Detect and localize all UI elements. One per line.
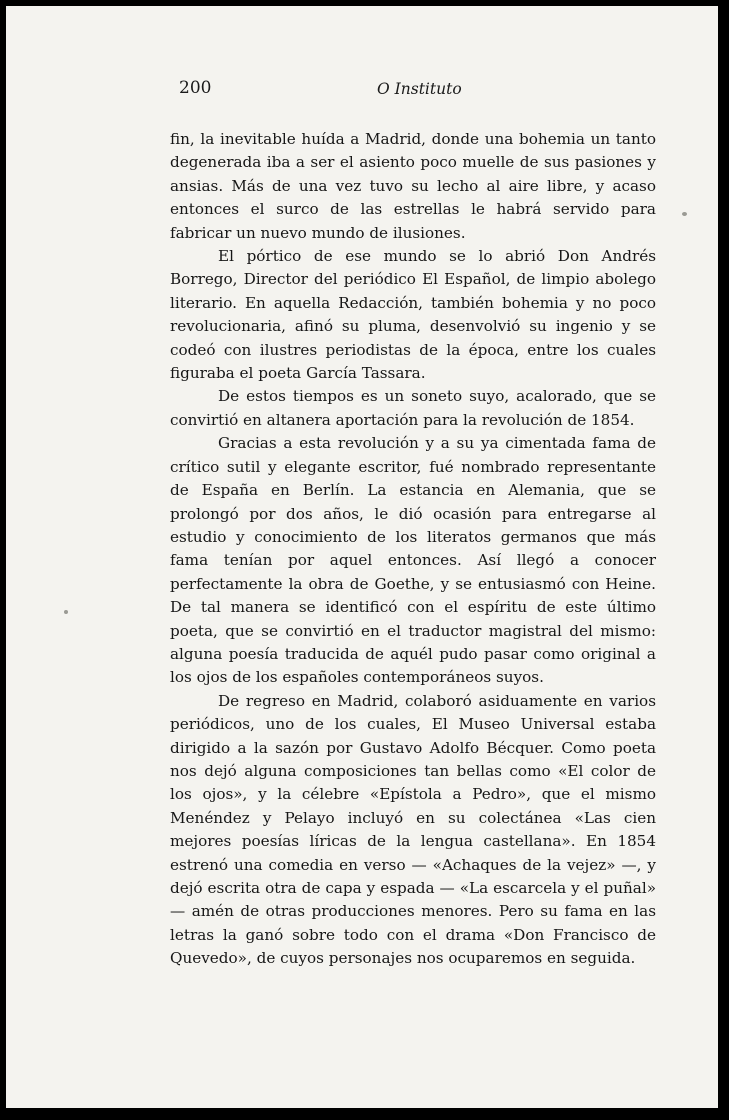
book-page	[6, 6, 718, 1108]
paper-speck	[682, 212, 687, 216]
paragraph-4: Gracias a esta revolución y a su ya cimentada fama de crítico sutil y elegante escritor, fué nombrado representante de España en Berlín. La estancia en Alemania, que se prolongó por dos años, le dió ocasión para entregarse al estudio y conocimiento de los literatos germanos que más fama tenían por aquel entonces. Así llegó a conocer perfectamente la obra de Goethe, y se entusiasmó con Heine. De tal manera se identificó con el espíritu de este último poeta, que se convirtió en el traductor magistral del mismo: alguna poesía traducida de aquél pudo pasar como original a los ojos de los españoles contemporáneos suyos.	[170, 434, 656, 687]
running-title: O Instituto	[377, 80, 462, 98]
paragraph-3: De estos tiempos es un soneto suyo, acalorado, que se convirtió en altanera aportación para la revolución de 1854.	[170, 387, 656, 429]
page-header	[179, 78, 669, 104]
paper-speck	[64, 610, 68, 614]
paragraph-1: fin, la inevitable huída a Madrid, donde una bohemia un tanto degenerada iba a ser el asiento poco muelle de sus pasiones y ansias. Más de una vez tuvo su lecho al aire libre, y acaso entonces el surco de las estrellas le habrá servido para fabricar un nuevo mundo de ilusiones.	[170, 130, 656, 242]
page-number: 200	[179, 78, 212, 98]
paragraph-2: El pórtico de ese mundo se lo abrió Don Andrés Borrego, Director del periódico El Español, de limpio abolego literario. En aquella Redacción, también bohemia y no poco revolucionaria, afinó su pluma, desenvolvió su ingenio y se codeó con ilustres periodistas de la época, entre los cuales figuraba el poeta García Tassara.	[170, 247, 656, 383]
body-text	[170, 128, 656, 971]
paragraph-5: De regreso en Madrid, colaboró asiduamente en varios periódicos, uno de los cuales, El Museo Universal estaba dirigido a la sazón por Gustavo Adolfo Bécquer. Como poeta nos dejó alguna composiciones tan bellas como «El color de los ojos», y la célebre «Epístola a Pedro», que el mismo Menéndez y Pelayo incluyó en su colectánea «Las cien mejores poesías líricas de la lengua castellana». En 1854 estrenó una comedia en verso — «Achaques de la vejez» —, y dejó escrita otra de capa y espada — «La escarcela y el puñal» — amén de otras producciones menores. Pero su fama en las letras la ganó sobre todo con el drama «Don Francisco de Quevedo», de cuyos personajes nos ocuparemos en seguida.	[170, 691, 656, 968]
